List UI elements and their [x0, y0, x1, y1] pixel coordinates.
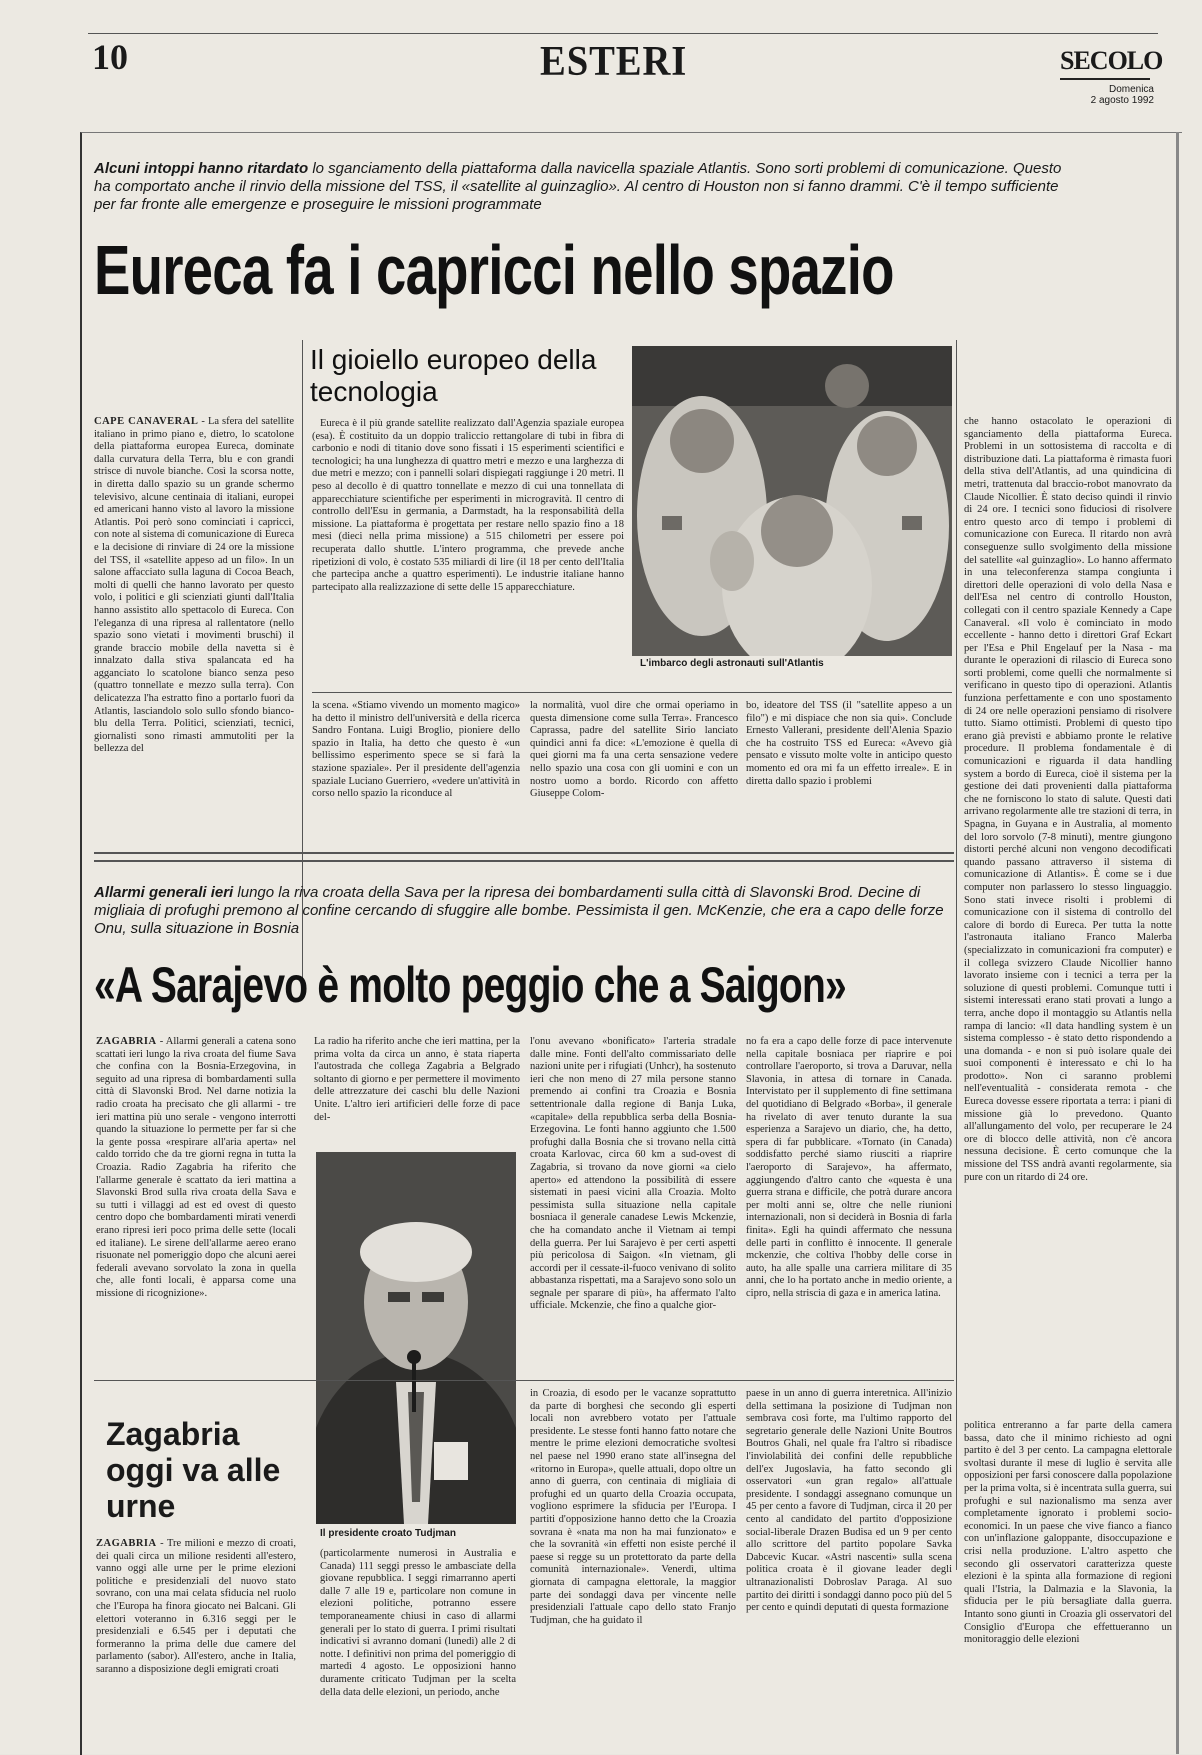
article3-column-4 — [746, 1388, 952, 1748]
article3-column-5 — [964, 1420, 1172, 1748]
article3-column-1 — [96, 1538, 296, 1748]
article3-dateline: ZAGABRIA — [96, 1538, 157, 1549]
issue-day: Domenica — [1108, 84, 1154, 95]
article3-col2-text: (particolarmente numerosi in Australia e Canada) 111 seggi presso le ambasciate della giovane repubblica. I seggi rimarranno aperti dalle 7 alle 19 e, particolare non comune in elezioni politiche, potranno essere temporaneamente chiusi in caso di allarmi generali per lo stato di guerra. I primi risultati indicativi si avranno domani (lunedì) alle 2 di notte. I definitivi non prima del pomeriggio di martedì 4 agosto. Le opposizioni hanno duramente criticato Tudjman per la scelta della data delle elezioni, un periodo, anche — [320, 1548, 516, 1698]
article2-kicker-bold: Allarmi generali ieri — [94, 884, 234, 901]
article1-col2-text: la scena. «Stiamo vivendo un momento magico» ha detto il ministro dell'università e della ricerca Sandro Fontana. Luigi Broglio, pioniere dello spazio in Italia, ha detto che questo è «un bellissimo esperimento spece se si farà la stazione spaziale». Per il presidente dell'agenzia spaziale Luciano Guerriero, «vedere un'attività in corso nello spazio la riconduce al — [312, 700, 520, 800]
sidebar-subhead: Il gioiello europeo della tecnologia — [310, 344, 597, 407]
tudjman-photo-image — [316, 1152, 516, 1524]
article3-col3-text: in Croazia, di esodo per le vacanze soprattutto da parte di borghesi che secondo gli esperti locali non avrebbero votato per l'attuale presidente. Le stesse fonti hanno fatto notare che mentre le prime elezioni democratiche svoltesi nel paese nel 1990 erano state all'insegna del «ritorno in Europa», quelle attuali, dopo oltre un anno di guerra, con centinaia di migliaia di profughi ed un quarto della Croazia occupata, vogliono esprimere la sfiducia per l'Europa. I partiti d'opposizione hanno detto che la Croazia sovrana è «nata ma non ha mai funzionato» e che la sovranità «in effetti non esiste perché il paese si regge su un protettorato da parte della comunità internazionale». Venerdì, ultima giornata di campagna elettorale, la maggior parte dei sondaggi dava per vincente nelle presidenziali l'attuale capo dello stato Franjo Tudjman, che ha guidato il — [530, 1388, 736, 1626]
article1-kicker-bold: Alcuni intoppi hanno ritardato — [94, 160, 309, 177]
sidebar-body — [312, 418, 624, 680]
photo-caption-tudjman: Il presidente croato Tudjman — [320, 1528, 456, 1539]
article1-col5-text: che hanno ostacolato le operazioni di sganciamento della piattaforma Eureca. Problemi in un sottosistema di raccolta e di distribuzione dati. La piattaforma è rimasta fuori della stiva dell'Atlantis, ad una quindicina di metri, trattenuta dal braccio-robot manovrato da Claude Nicollier. È stato deciso quindi il rinvio di 24 ore. I tecnici sono fiduciosi di risolvere entro questo arco di tempo i problemi di comunicazione con Eureca. Il ritardo non avrà conseguenze sullo svolgimento della missione del satellite «al guinzaglio». Lo hanno affermato in una teleconferenza stampa congiunta i direttori delle operazioni di volo della Nasa e dell'Esa nel centro di controllo Houston, collegati con il centro spaziale Kennedy a Cape Canaveral. «Il volo è cominciato in modo eccellente - hanno detto i direttori Graf Eckart per l'Esa e Phil Engelauf per la Nasa - ma durante le operazioni di rilascio di Eureca sono sorti problemi, come quelli che normalmente si verificano in questo tipo di operazioni. Atlantis funziona perfettamente e con uno spostamento di 24 ore nelle operazioni pensiamo di risolvere tutto. Siamo ottimisti. Problemi di questo tipo erano già previsti e abbiamo pronte le relative procedure. Il problema fondamentale è di comunicazioni e riguarda il data handling system a bordo di Eureca, cioè il sistema per la gestione dei dati provenienti dalla piattaforma che ne forniscono lo stato di salute. Questi dati arrivano regolarmente alle tre stazioni di terra, in Spagna, in Guyana e in Australia, al momento del loro sorvolo (7-8 minuti), mentre giungono distorti perché alcuni non vengono decodificati quando passano attraverso il sistema di comunicazione di Atlantis». È come se i due computer non parlassero lo stesso linguaggio. Sono stati invece risolti i problemi di comunicazione con il sistema di controllo del calore di bordo di Eureca. Per tutta la notte l'astronauta italiano Franco Malerba (specializzato in comunicazioni fra computer) e il collega svizzero Claude Nicollier hanno lavorato insieme con i tecnici a terra per la soluzione di questi problemi. Comunque tutti i sistemi interessati erano stati provati a lungo a terra, anche dopo il montaggio su Atlantis nella rampa di lancio: «Il data handling system è un sistema complesso - è stato detto rispondendo a una domanda - e non si può isolare quale dei suoi componenti è interessato e chi lo ha prodotto». Non ci saranno problemi nell'eventualità - considerata remota - che Eureca dovesse essere riportata a terra: i piani di missione già lo prevedono. Quanto all'allungamento del volo, per recuperare le 24 ore di blocco delle attività, non c'è ancora nessuna decisione. È certo comunque che la missione del TSS andrà avanti regolarmente, sia pure con un ritardo di 24 ore. — [964, 416, 1172, 1183]
sidebar-text: Eureca è il più grande satellite realizzato dall'Agenzia spaziale europea (esa). È costituito da un doppio traliccio rettangolare di tubi in fibra di carbonio e nodi di titanio dove sono fissati i 15 esperimenti scientifici e tecnologici; ha una lunghezza di quattro metri e mezzo e una larghezza di due metri e mezzo; con i pannelli solari dispiegati raggiunge i 20 metri. Il peso al decollo è di quattro tonnellate e mezzo di cui una tonnellata di apparecchiature scientifiche per esperimenti in microgravità. Il centro di controllo dell'Esu in germania, a Darmstadt, ha la responsabilità della missione. La piattaforma è progettata per restare nello spazio fino a 18 mesi (dieci nella prima missione) a 515 chilometri per essere poi recuperata dallo shuttle. L'intero programma, che prevede anche ripetizioni di volo, è costato 535 miliardi di lire (il 18 per cento dell'Italia che partecipa anche a quattro esperimenti). Le industrie italiane hanno partecipato alla realizzazione di sette delle 15 apparecchiature. — [312, 418, 624, 593]
article2-col3-text: l'onu avevano «bonificato» l'arteria stradale dalle mine. Fonti dell'alto commissariato delle nazioni unite per i rifugiati (Unhcr), ha sostenuto ieri che non meno di 27 mila persone stanno premendo ai confini tra Croazia e Bosnia settentrionale dalla regione di Banja Luka, «capitale» della repubblica serba della Bosnia-Erzegovina. Le fonti hanno aggiunto che 1.500 profughi dalla Bosnia che si trovano nella città croata Karlovac, circa 60 km a sud-ovest di Zagabria, si trovano da nove giorni «a cielo aperto» ed attendono la possibilità di essere sistemati in paesi vicini alla Croazia. Molto pessimista sulla situazione nella capitale bosniaca il generale canadese Lewis Mckenzie, che ha comandato anche il Vietnam ai tempi della guerra. Per lui Sarajevo è per certi aspetti più pericolosa di Saigon. «In vietnam, gli accordi per il cessate-il-fuoco venivano di solito abbastanza rispettati, ma a Sarajevo sono solo un segnale per sparare di più», ha affermato l'alto ufficiale. Mckenzie, che fino a qualche gior- — [530, 1036, 736, 1312]
article1-kicker-text: lo sganciamento della piattaforma dalla navicella spaziale Atlantis. Sono sorti problemi di comunicazione. Questo ha comportato anche il rinvio della missione del TSS, il «satellite al guinzaglio». Al centro di Houston non si fanno drammi. C'è il tempo sufficiente per far fronte alle emergenze e proseguire le missioni programmate — [94, 160, 1062, 213]
masthead-rule — [1060, 78, 1150, 80]
issue-date-text: 2 agosto 1992 — [1090, 95, 1154, 106]
article2-column-4 — [746, 1036, 952, 1376]
article3-col4-text: paese in un anno di guerra interetnica. All'inizio della settimana la posizione di Tudjman non sembrava così forte, ma l'ultimo rapporto del segretario generale delle Nazioni Unite Boutros Boutros Ghali, nel quale fra l'altro si ribadisce l'inviolabilità dei confini delle repubbliche dell'ex Jugoslavia, ha fatto secondo gli osservatori «un gran regalo» all'attuale presidente. I sondaggi assegnano comunque un 45 per cento a favore di Tudjman, circa il 20 per cento al candidato del partito d'opposizione social-liberale Drazen Budisa ed un 9 per cento allo scrittore del partito popolare Savka Dabcevic Kucar. «Astri nascenti» sulla scena politica croata è il giovane leader degli ultranazionalisti Dobroslav Paraga. Al suo partito dei diritti i sondaggi danno poco più del 5 per cento e quindi deputati di questa formazione — [746, 1388, 952, 1614]
article2-bottom-rule — [94, 1380, 954, 1381]
article1-column-4 — [746, 700, 952, 840]
article1-column-3 — [530, 700, 738, 840]
article1-column-5 — [964, 416, 1172, 1566]
top-rule — [88, 33, 1158, 34]
article1-headline: Eureca fa i capricci nello spazio — [94, 231, 894, 309]
article1-col4-text: bo, ideatore del TSS (il "satellite appeso a un filo") e mi dispiace che non sia qui». Conclude Ernesto Vallerani, presidente dell'Alenia Spazio che ha costruito TSS ed Eureca: «Avevo già pensato e vissuto molte volte in anticipo questo momento ed ora mi fa un effetto irreale». E in diretta dallo spazio i problemi — [746, 700, 952, 787]
article3-headline: Zagabria oggi va alle urne — [106, 1416, 281, 1524]
article3-col1-text: - Tre milioni e mezzo di croati, dei quali circa un milione residenti all'estero, vanno oggi alle urne per le prime elezioni politiche e presidenziali del nuovo stato sovrano, con una mai celata sfiducia nel ruolo che l'Europa ha finora giocato nei Balcani. Gli elettori voteranno in 6.316 seggi per le presidenziali e 6.545 per i deputati che formeranno la prima delle due camere del parlamento (sabor). All'estero, anche in Italia, saranno a disposizione degli emigrati croati — [96, 1538, 296, 1675]
article1-col3-text: la normalità, vuol dire che ormai operiamo in questa dimensione come sulla Terra». Francesco Caprassa, padre del satellite Sirio lanciato quindici anni fa dice: «L'emozione è quella di quei giorni ma fa una certa sensazione vedere nello spazio una cosa con gli uomini e con un nostro uomo a bordo. Ricordo con affetto Giuseppe Colom- — [530, 700, 738, 800]
article3-col5-text: politica entreranno a far parte della camera bassa, dato che il minimo richiesto ad ogni partito è del 3 per cento. La campagna elettorale svoltasi durante il mese di luglio è servita alle opposizioni per farsi conoscere dalla popolazione per la prima volta, si è incentrata sulla guerra, sui profughi e sul nazionalismo ma senza aver completamente ignorato i problemi socio-economici. In un paese che vive fianco a fianco con un'inflazione galoppante, disoccupazione e crisi nella produzione. L'altro aspetto che secondo gli osservatori caratterizza queste elezioni è la spinta alla formazione di regioni quali l'Istria, la Dalmazia e la Slavonia, la sfiducia per le più bersagliate dalla guerra. Intanto sono giunti in Croazia gli osservatori del Consiglio d'Europa che effettueranno un monitoraggio delle elezioni — [964, 1420, 1172, 1646]
newspaper-name: SECOLO — [1060, 46, 1163, 75]
issue-date — [1064, 84, 1154, 106]
article-separator — [94, 852, 954, 862]
article1-col1-text: - La sfera del satellite italiano in primo piano e, dietro, lo scatolone della piattaforma europea Eureca, dominate dalla curvatura della Terra, blu e con grandi strisce di nuvole bianche. Così la scorsa notte, in diretta dallo spazio su un grande schermo televisivo, alcune centinaia di italiani, europei ed americani hanno visto al lavoro la missione Atlantis. Poi però sono cominciati i capricci, con note al sistema di comunicazione di Eureca e la decisione di rinviare di 24 ore la missione del TSS, il «satellite appeso ad un filo». In un salone affacciato sulla laguna di Cocoa Beach, molti di quelli che hanno lavorato per questo volo, i politici e gli scienziati giunti dall'Italia hanno assistito allo spettacolo di Eureca. Con l'eleganza di una ripresa al rallentatore (nello spazio sono vietati i movimenti bruschi) il grande braccio mobile della navetta si è innalzato dalla stiva spalancata ed ha agganciato lo scatolone bianco senza peso (quattro tonnellate e mezzo sulla terra). Con delicatezza l'ha estratto fino a portarlo fuori da Atlantis, lasciandolo solo sullo sfondo bianco-blu della Terra. Politici, scienziati, tecnici, giornalisti sono rimasti ammutoliti per la bellezza del — [94, 416, 294, 755]
article1-column-2 — [312, 700, 520, 840]
article2-dateline: ZAGABRIA — [96, 1036, 157, 1047]
tudjman-photo — [316, 1152, 516, 1524]
photo-caption-astronauts: L'imbarco degli astronauti sull'Atlantis — [640, 658, 824, 669]
article2-column-3 — [530, 1036, 736, 1376]
sidebar-bottom-rule — [312, 692, 952, 693]
page-edge — [1176, 132, 1179, 1754]
article3-column-2 — [320, 1548, 516, 1748]
astronauts-photo — [632, 346, 952, 656]
article2-col4-text: no fa era a capo delle forze di pace intervenute nella capitale bosniaca per riaprire e poi controllare l'aeroporto, si trova a Daruvar, nella Slavonia, in attesa di tornare in Canada. Intervistato per il supplemento di fine settimana del quotidiano di Belgrado «Borba», il generale ha rivelato di aver tenuto durante la sua esperienza a Sarajevo un diario, che, ha detto, spera di far pubblicare. «Tornato (in Canada) soddisfatto perché siamo riusciti a riaprire l'aeroporto di Sarajevo», ha affermato, aggiungendo d'altro canto che «questa è una guerra strana e difficile, che potrà durare ancora per molti anni se, oltre che nelle riunioni internazionali, non si deciderà in Bosnia di farla finita». Egli ha quindi affermato che nessuna delle parti in conflitto è innocente. Il generale mckenzie, che coltiva l'hobby delle corse in auto, ha alle spalle una carriera militare di 35 anni, che lo ha portato anche in medio oriente, a cipro, nella striscia di gaza e in america latina. — [746, 1036, 952, 1299]
article2-headline: «A Sarajevo è molto peggio che a Saigon» — [94, 957, 846, 1013]
article2-col1-text: - Allarmi generali a catena sono scattati ieri lungo la riva croata del fiume Sava che confina con la Bosnia-Erzegovina, in seguito ad una ripresa di bombardamenti sulla città di Slavonski Brod. Nel darne notizia la radio croata ha precisato che gli allarmi - tre ieri mattina più uno serale - vengono interrotti quando la situazione lo permette per far sì che la gente possa «respirare all'aria aperta» nel caldo torrido che da tre giorni regna in tutta la Croazia. Radio Zagabria ha riferito che l'allarme generale è scattato da ieri mattina a Slavonski Brod sulla riva croata della Sava e su tutti i villaggi ad est ed ovest di questo centro dopo che bombardamenti mirati venerdì erano ripresi ieri poco prima delle sette (locali ed italiane). Le sirene dell'allarme aereo erano risuonate nel pomeriggio dopo che alcuni aerei federali avevano sorvolato la zona in quella che, alle fonti locali, è apparsa come una missione di ricognizione». — [96, 1036, 296, 1299]
article2-kicker — [94, 884, 944, 938]
astronauts-photo-image — [632, 346, 952, 656]
section-title: ESTERI — [540, 39, 688, 85]
article1-kicker — [94, 160, 1074, 214]
column-divider-right — [956, 340, 957, 1570]
article2-col2-text: La radio ha riferito anche che ieri mattina, per la prima volta da circa un anno, è stata riaperta l'autostrada che collega Zagabria a Belgrado soltanto di giorno e per permettere il movimento delle attrezzature dei caschi blu delle Nazioni Unite. L'altro ieri artificieri delle forze di pace del- — [314, 1036, 520, 1123]
article3-column-3 — [530, 1388, 736, 1748]
article2-column-2 — [314, 1036, 520, 1136]
article2-column-1 — [96, 1036, 296, 1376]
page-number: 10 — [92, 37, 128, 77]
article2-kicker-text: lungo la riva croata della Sava per la ripresa dei bombardamenti sulla città di Slavonski Brod. Decine di migliaia di profughi premono al confine cercando di sfuggire alle bombe. Pessimista il gen. McKenzie, che era a capo delle forze Onu, sulla situazione in Bosnia — [94, 884, 944, 937]
article1-dateline: CAPE CANAVERAL — [94, 416, 199, 427]
